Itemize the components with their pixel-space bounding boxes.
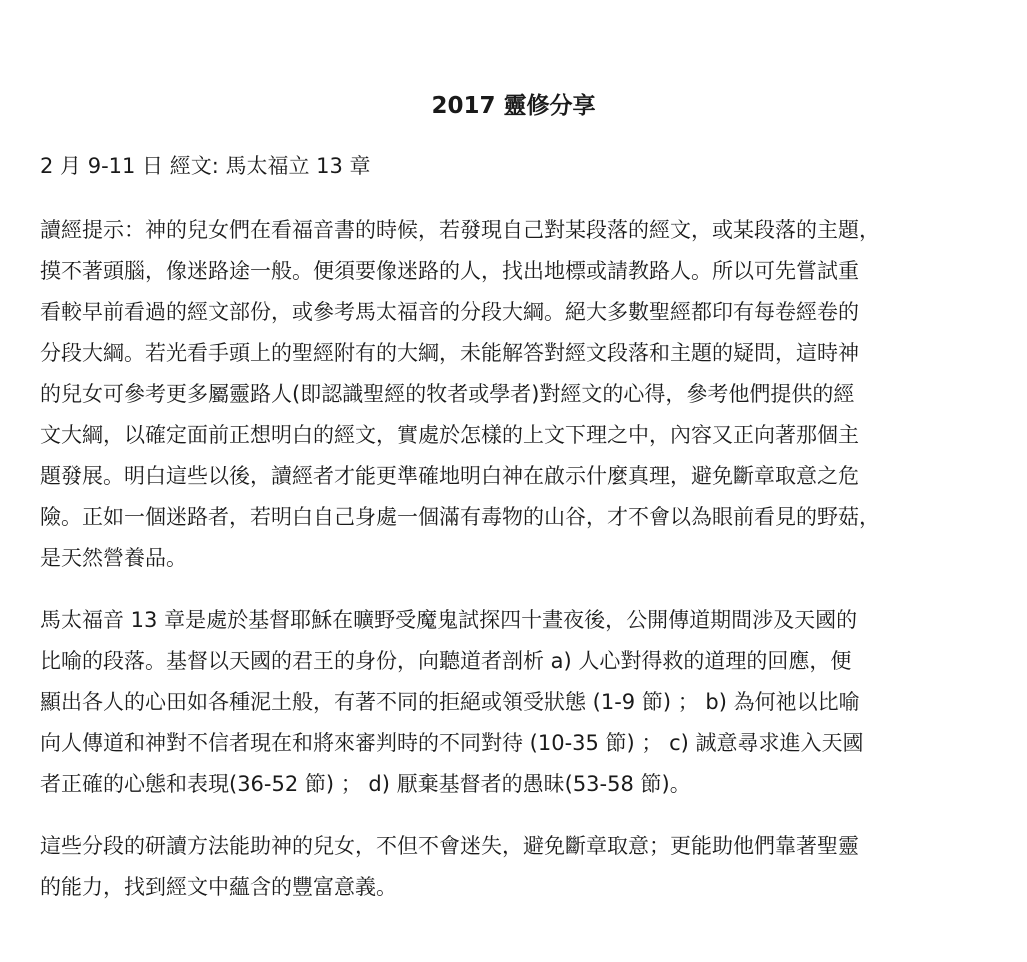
text-line: 比喻的段落。基督以天國的君王的身份，向聽道者剖析 a) 人心對得救的道理的回應，便 xyxy=(40,649,852,673)
text-line: 向人傳道和神對不信者現在和將來審判時的不同對待 (10-35 節) ； c) 誠意尋求進入天國 xyxy=(40,731,864,755)
text-line: 題發展。明白這些以後，讀經者才能更準確地明白神在啟示什麼真理，避免斷章取意之危 xyxy=(40,464,859,488)
text-line: 摸不著頭腦，像迷路途一般。便須要像迷路的人，找出地標或請教路人。所以可先嘗試重 xyxy=(40,259,859,283)
text-line: 分段大綱。若光看手頭上的聖經附有的大綱，未能解答對經文段落和主題的疑問，這時神 xyxy=(40,341,859,365)
text-line: 是天然營養品。 xyxy=(40,546,187,570)
document-title: 2017 靈修分享 xyxy=(431,93,596,119)
text-line: 讀經提示：神的兒女們在看福音書的時候，若發現自己對某段落的經文，或某段落的主題， xyxy=(40,218,880,242)
text-line: 險。正如一個迷路者，若明白自己身處一個滿有毒物的山谷，才不會以為眼前看見的野菇， xyxy=(40,505,880,529)
text-line: 的兒女可參考更多屬靈路人(即認識聖經的牧者或學者)對經文的心得，參考他們提供的經 xyxy=(40,382,855,406)
text-line: 者正確的心態和表現(36-52 節) ； d) 厭棄基督者的愚昧(53-58 節)。 xyxy=(40,772,691,796)
text-line: 這些分段的研讀方法能助神的兒女，不但不會迷失，避免斷章取意；更能助他們靠著聖靈 xyxy=(40,834,859,858)
reading-tips-paragraph xyxy=(40,210,1020,579)
conclusion-paragraph xyxy=(40,826,1020,908)
scripture-reference: 2 月 9-11 日 經文: 馬太福立 13 章 xyxy=(40,154,371,178)
text-line: 看較早前看過的經文部份，或參考馬太福音的分段大綱。絕大多數聖經都印有每卷經卷的 xyxy=(40,300,859,324)
chapter-outline-paragraph xyxy=(40,600,1020,805)
text-line: 的能力，找到經文中蘊含的豐富意義。 xyxy=(40,875,397,899)
text-line: 顯出各人的心田如各種泥土般，有著不同的拒絕或領受狀態 (1-9 節) ； b) 為何祂以比喻 xyxy=(40,690,860,714)
text-line: 馬太福音 13 章是處於基督耶穌在曠野受魔鬼試探四十晝夜後，公開傳道期間涉及天國的 xyxy=(40,608,858,632)
text-line: 文大綱，以確定面前正想明白的經文，實處於怎樣的上文下理之中，內容又正向著那個主 xyxy=(40,423,859,447)
